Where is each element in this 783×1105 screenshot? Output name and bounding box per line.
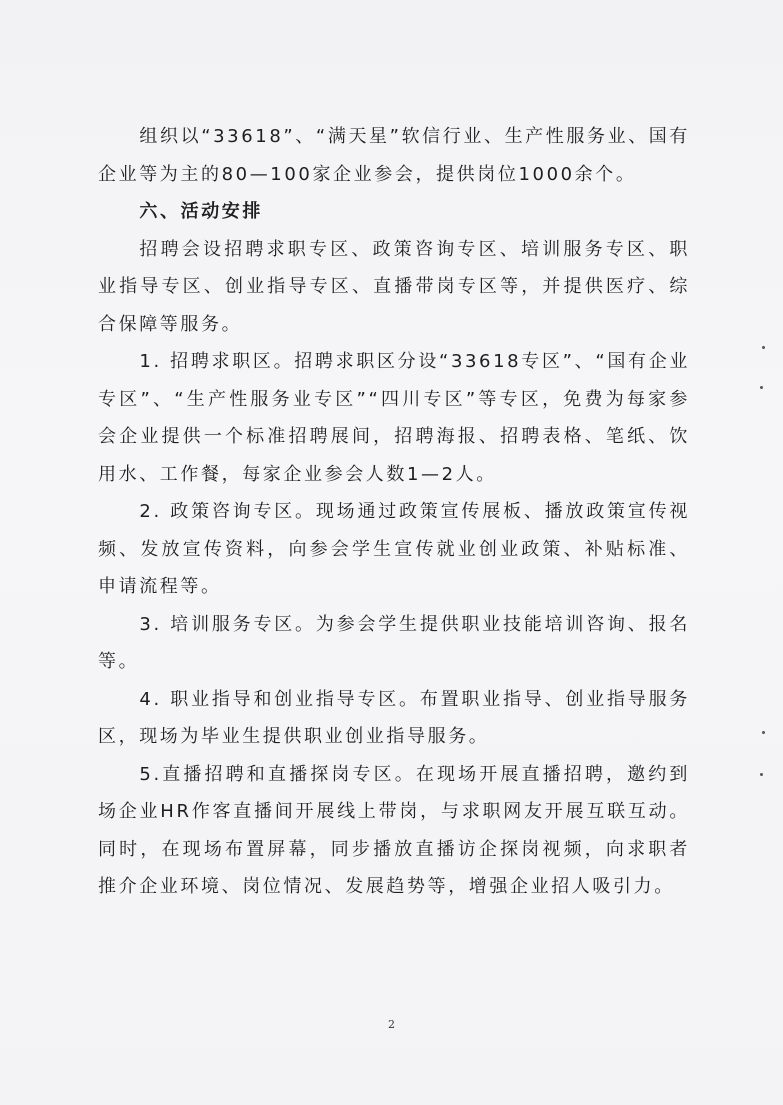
paragraph-recruitment-zone: 1. 招聘求职区。招聘求职区分设“33618专区”、“国有企业专区”、“生产性服务业专区”“四川专区”等专区，免费为每家参会企业提供一个标准招聘展间，招聘海报、招聘表格、笔纸、饮用水、工作餐，每家企业参会人数1—2人。 [98, 351, 690, 485]
paragraph-zones-overview: 招聘会设招聘求职专区、政策咨询专区、培训服务专区、职业指导专区、创业指导专区、直播带岗专区等，并提供医疗、综合保障等服务。 [98, 238, 690, 335]
scan-mark [760, 386, 763, 389]
section-heading-activity-arrangement: 六、活动安排 [139, 201, 263, 222]
paragraph-participants: 组织以“33618”、“满天星”软信行业、生产性服务业、国有企业等为主的80—100家企业参会，提供岗位1000余个。 [98, 126, 690, 185]
paragraph-policy-zone: 2. 政策咨询专区。现场通过政策宣传展板、播放政策宣传视频、发放宣传资料，向参会学生宣传就业创业政策、补贴标准、申请流程等。 [98, 501, 690, 597]
paragraph-livestream-zone: 5.直播招聘和直播探岗专区。在现场开展直播招聘，邀约到场企业HR作客直播间开展线上带岗，与求职网友开展互联互动。同时，在现场布置屏幕，同步播放直播访企探岗视频，向求职者推介企业环境、岗位情况、发展趋势等，增强企业招人吸引力。 [98, 763, 690, 897]
document-body [98, 118, 690, 906]
paragraph-guidance-zone: 4. 职业指导和创业指导专区。布置职业指导、创业指导服务区，现场为毕业生提供职业创业指导服务。 [98, 688, 690, 747]
page-number: 2 [388, 1018, 395, 1031]
scan-mark [762, 346, 765, 349]
paragraph-training-zone: 3. 培训服务专区。为参会学生提供职业技能培训咨询、报名等。 [98, 613, 690, 672]
scan-mark [760, 773, 763, 776]
scan-mark [762, 731, 765, 734]
